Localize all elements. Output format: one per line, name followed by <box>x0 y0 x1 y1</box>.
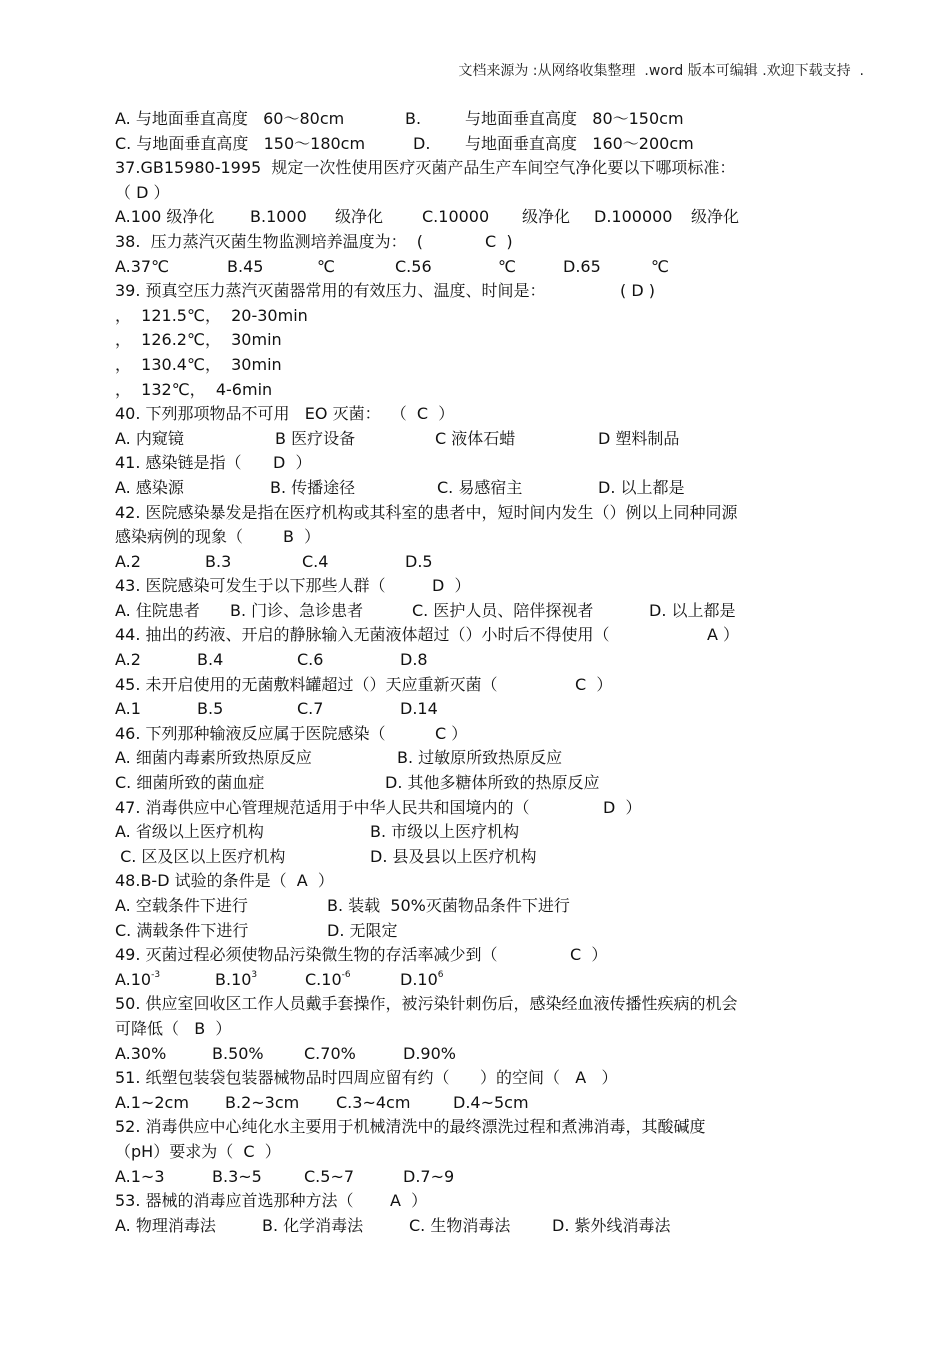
question-text: （pH）要求为（ C ） <box>115 1141 281 1161</box>
option-text: ， 126.2℃， 30min <box>115 330 282 350</box>
question-line <box>115 230 815 255</box>
option-text: B.50% <box>212 1043 264 1063</box>
answer-text: C ) <box>485 231 513 251</box>
answer-text: D ） <box>432 576 471 596</box>
option-text: 与地面垂直高度 80～150cm <box>465 109 684 128</box>
option-text: B. 装载 50%灭菌物品条件下进行 <box>327 896 570 915</box>
answer-text: A ） <box>390 1191 428 1211</box>
option-text: D 塑料制品 <box>598 428 680 448</box>
option-text: B.3~5 <box>212 1166 262 1186</box>
question-text: 53. 器械的消毒应首选那种方法（ <box>115 1191 354 1211</box>
option-text: C. 易感宿主 <box>437 477 523 497</box>
question-line <box>115 623 815 648</box>
question-text: 48.B-D 试验的条件是（ A ） <box>115 871 334 891</box>
exam-question-list <box>115 107 815 1238</box>
option-text: B. 传播途径 <box>270 477 356 497</box>
option-text: A. 细菌内毒素所致热原反应 <box>115 748 312 768</box>
option-text: D. 以上都是 <box>649 600 736 620</box>
option-text: A. 住院患者 <box>115 600 200 620</box>
option-text: C.10000 <box>422 207 490 227</box>
option-line <box>115 845 815 870</box>
option-line <box>115 353 815 378</box>
option-line <box>115 968 815 993</box>
answer-text: C ） <box>570 945 608 965</box>
question-text: 40. 下列那项物品不可用 EO 灭菌： （ C ） <box>115 404 455 424</box>
question-line <box>115 1066 815 1091</box>
option-text: C. 医护人员、陪伴探视者 <box>412 600 594 620</box>
option-text: D.90% <box>403 1043 456 1063</box>
option-text: D.7~9 <box>403 1166 455 1186</box>
option-text: C. 区及区以上医疗机构 <box>115 846 286 866</box>
question-text: 37.GB15980-1995 规定一次性使用医疗灭菌产品生产车间空气净化要以下哪项标准： <box>115 158 736 178</box>
option-text: A.37℃ <box>115 256 170 276</box>
option-line <box>115 205 815 230</box>
option-text: A.100 级净化 <box>115 207 215 227</box>
question-line <box>115 1017 815 1042</box>
option-text: D. 县及县以上医疗机构 <box>370 846 537 866</box>
option-text: D.14 <box>400 699 438 719</box>
question-text: 38. 压力蒸汽灭菌生物监测培养温度为： ( <box>115 231 424 251</box>
question-line <box>115 722 815 747</box>
question-line <box>115 402 815 427</box>
option-text: A.1~2cm <box>115 1092 189 1112</box>
option-text: D. 以上都是 <box>598 477 685 497</box>
option-line <box>115 599 815 624</box>
option-line <box>115 894 815 919</box>
exponent: 3 <box>251 969 258 980</box>
option-text: 级净化 <box>522 207 571 227</box>
option-text: ℃ <box>498 256 516 276</box>
option-text: A. 感染源 <box>115 477 184 497</box>
option-text: A.1 <box>115 699 141 719</box>
question-line <box>115 796 815 821</box>
answer-text: C ） <box>435 723 468 743</box>
option-line <box>115 820 815 845</box>
question-line <box>115 1189 815 1214</box>
question-line <box>115 1140 815 1165</box>
option-line <box>115 107 815 132</box>
option-line <box>115 550 815 575</box>
question-text: 43. 医院感染可发生于以下那些人群（ <box>115 576 386 596</box>
question-text: 44. 抽出的药液、开启的静脉输入无菌液体超过（）小时后不得使用（ <box>115 625 610 645</box>
option-line <box>115 427 815 452</box>
question-text: 41. 感染链是指（ <box>115 453 242 473</box>
option-text: B.4 <box>197 650 224 670</box>
option-text: A. 空载条件下进行 <box>115 896 248 915</box>
option-text: B. 化学消毒法 <box>262 1215 364 1235</box>
option-text: D.8 <box>400 650 428 670</box>
option-text: C. 与地面垂直高度 150～180cm <box>115 133 366 153</box>
option-text: ， 121.5℃， 20-30min <box>115 305 308 325</box>
exponent: 6 <box>437 969 444 980</box>
answer-text: D ） <box>603 797 642 817</box>
option-line <box>115 378 815 403</box>
option-text: A.2 <box>115 551 141 571</box>
option-line <box>115 304 815 329</box>
option-line <box>115 1214 815 1239</box>
option-text: D.65 <box>563 256 601 276</box>
question-line <box>115 943 815 968</box>
question-text: 42. 医院感染暴发是指在医疗机构或其科室的患者中，短时间内发生（）例以上同种同源 <box>115 502 738 522</box>
option-text: C. 生物消毒法 <box>409 1215 511 1235</box>
option-text: A.1~3 <box>115 1166 165 1186</box>
question-line <box>115 156 815 181</box>
option-text: $C.10^{-6}$ <box>305 969 351 989</box>
exponent: -6 <box>341 969 351 980</box>
option-text: $D.10^6$ <box>400 969 444 989</box>
option-text: C. 细菌所致的菌血症 <box>115 773 265 793</box>
option-text: C.6 <box>297 650 324 670</box>
option-text: C 液体石蜡 <box>435 428 516 448</box>
question-text: 46. 下列那种输液反应属于医院感染（ <box>115 723 386 743</box>
option-text: B.3 <box>205 551 232 571</box>
question-line <box>115 673 815 698</box>
option-text: ， 132℃， 4-6min <box>115 379 273 399</box>
option-line <box>115 476 815 501</box>
option-line <box>115 746 815 771</box>
question-line <box>115 525 815 550</box>
question-line <box>115 451 815 476</box>
option-text: D.4~5cm <box>453 1092 529 1112</box>
option-line <box>115 132 815 157</box>
option-text: D. 无限定 <box>327 920 398 940</box>
option-text: B. <box>405 109 422 128</box>
option-text: C.7 <box>297 699 324 719</box>
option-text: C.70% <box>304 1043 356 1063</box>
question-line <box>115 574 815 599</box>
option-text: D. 其他多糖体所致的热原反应 <box>385 773 600 793</box>
answer-text: D ） <box>273 453 312 473</box>
question-text: 47. 消毒供应中心管理规范适用于中华人民共和国境内的（ <box>115 797 530 817</box>
option-text: C. 满载条件下进行 <box>115 920 249 940</box>
option-text: C.5~7 <box>304 1166 355 1186</box>
option-text: 与地面垂直高度 160～200cm <box>465 133 694 153</box>
option-text: $B.10^3$ <box>215 969 258 989</box>
option-line <box>115 697 815 722</box>
option-text: C.56 <box>395 256 432 276</box>
question-line <box>115 279 815 304</box>
option-text: B 医疗设备 <box>275 428 356 448</box>
option-line <box>115 328 815 353</box>
option-text: ， 130.4℃， 30min <box>115 354 282 374</box>
answer-text: B ） <box>283 527 321 547</box>
option-text: A. 与地面垂直高度 60～80cm <box>115 109 345 128</box>
option-text: $A.10^{-3}$ <box>115 969 161 989</box>
option-text: D. 紫外线消毒法 <box>552 1215 671 1235</box>
option-text: B.45 <box>227 256 264 276</box>
question-text: 可降低（ B ） <box>115 1018 232 1038</box>
option-line <box>115 771 815 796</box>
option-text: D.5 <box>405 551 433 571</box>
option-text: B.5 <box>197 699 224 719</box>
option-line <box>115 648 815 673</box>
answer-line <box>115 181 815 206</box>
option-text: C.4 <box>302 551 329 571</box>
exponent: -3 <box>151 969 161 980</box>
option-text: A. 内窥镜 <box>115 428 184 448</box>
option-line <box>115 1165 815 1190</box>
question-line <box>115 992 815 1017</box>
option-text: A.30% <box>115 1043 167 1063</box>
option-text: A. 省级以上医疗机构 <box>115 822 264 842</box>
question-text: 感染病例的现象（ <box>115 527 244 547</box>
option-line <box>115 1042 815 1067</box>
option-text: C.3~4cm <box>336 1092 411 1112</box>
question-line <box>115 1115 815 1140</box>
option-text: B.2~3cm <box>225 1092 300 1112</box>
question-text: 52. 消毒供应中心纯化水主要用于机械清洗中的最终漂洗过程和煮沸消毒，其酸碱度 <box>115 1117 706 1137</box>
question-line <box>115 869 815 894</box>
question-text: 51. 纸塑包装袋包装器械物品时四周应留有约（ ）的空间（ A ） <box>115 1068 618 1088</box>
option-text: B. 过敏原所致热原反应 <box>397 748 563 768</box>
question-text: 45. 未开启使用的无菌敷料罐超过（）天应重新灭菌（ <box>115 674 498 694</box>
option-text: B. 市级以上医疗机构 <box>370 822 520 842</box>
option-text: A.2 <box>115 650 141 670</box>
option-line <box>115 919 815 944</box>
option-text: A. 物理消毒法 <box>115 1215 216 1235</box>
option-text: D. <box>413 133 431 153</box>
option-text: D.100000 <box>594 207 673 227</box>
answer-text: ( D ) <box>620 281 655 301</box>
option-text: 级净化 <box>335 207 384 227</box>
answer-text: （ D ） <box>115 182 170 202</box>
question-line <box>115 501 815 526</box>
option-line <box>115 255 815 280</box>
answer-text: C ） <box>575 674 613 694</box>
question-text: 49. 灭菌过程必须使物品污染微生物的存活率减少到（ <box>115 945 498 965</box>
option-text: ℃ <box>317 256 335 276</box>
answer-text: A ） <box>707 625 740 645</box>
question-text: 50. 供应室回收区工作人员戴手套操作，被污染针刺伤后，感染经血液传播性疾病的机会 <box>115 994 738 1014</box>
document-source-header: 文档来源为 :从网络收集整理 .word 版本可编辑 .欢迎下载支持 . <box>458 63 864 79</box>
question-text: 39. 预真空压力蒸汽灭菌器常用的有效压力、温度、时间是： <box>115 281 546 301</box>
option-text: B. 门诊、急诊患者 <box>230 600 364 620</box>
option-text: ℃ <box>651 256 669 276</box>
option-line <box>115 1091 815 1116</box>
option-text: 级净化 <box>691 207 740 227</box>
option-text: B.1000 <box>250 207 307 227</box>
